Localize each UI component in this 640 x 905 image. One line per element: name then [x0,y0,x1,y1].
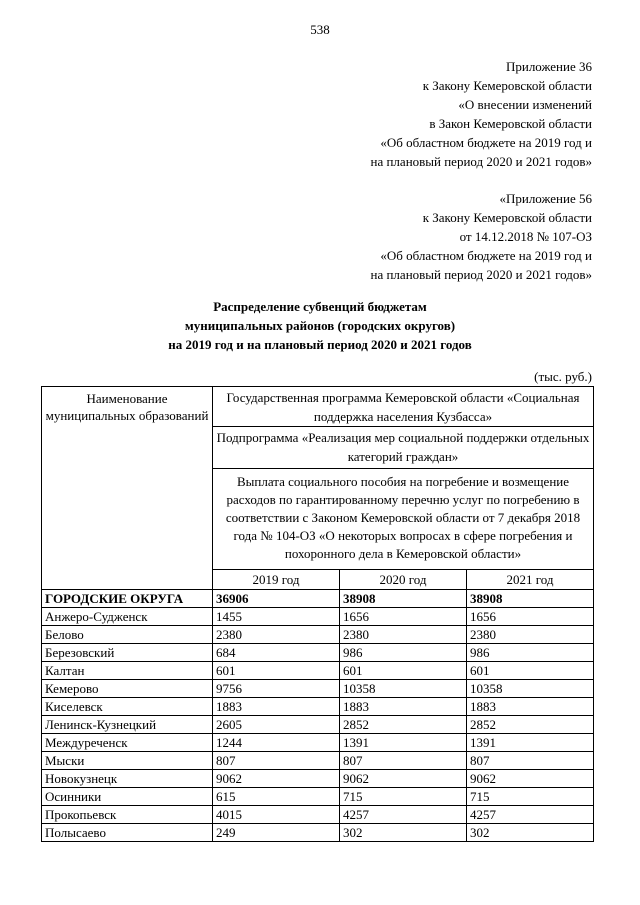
annex-original-line: «Об областном бюджете на 2019 год и [380,248,592,263]
value-2019: 9756 [213,680,340,698]
row-name: ГОРОДСКИЕ ОКРУГА [42,590,213,608]
value-2021: 302 [467,824,594,842]
value-2021: 807 [467,752,594,770]
title-line: на 2019 год и на плановый период 2020 и 2021 годов [168,337,472,352]
annex-current-line: к Закону Кемеровской области [422,78,592,93]
name-column-header: Наименование муниципальных образований [42,387,213,590]
row-name: Полысаево [42,824,213,842]
annex-current-line: «О внесении изменений [458,97,592,112]
value-2021: 715 [467,788,594,806]
value-2020: 601 [340,662,467,680]
value-2020: 1883 [340,698,467,716]
table-row [42,662,594,680]
value-2019: 2605 [213,716,340,734]
value-2020: 9062 [340,770,467,788]
value-2020: 2852 [340,716,467,734]
value-2020: 1656 [340,608,467,626]
value-2021: 986 [467,644,594,662]
row-name: Осинники [42,788,213,806]
table-row [42,752,594,770]
table-row [42,806,594,824]
value-2019: 36906 [213,590,340,608]
row-name: Белово [42,626,213,644]
annex-original-header [371,189,593,284]
value-2020: 715 [340,788,467,806]
value-2019: 601 [213,662,340,680]
value-2019: 684 [213,644,340,662]
annex-current-line: в Закон Кемеровской области [429,116,592,131]
document-title [0,297,640,354]
year-header: 2019 год [213,570,340,590]
title-line: Распределение субвенций бюджетам [213,299,427,314]
value-2019: 4015 [213,806,340,824]
row-name: Киселевск [42,698,213,716]
value-2020: 1391 [340,734,467,752]
value-2021: 1391 [467,734,594,752]
row-name: Новокузнецк [42,770,213,788]
value-2020: 302 [340,824,467,842]
annex-current-line: Приложение 36 [505,59,592,74]
value-2019: 249 [213,824,340,842]
year-header: 2020 год [340,570,467,590]
value-2020: 4257 [340,806,467,824]
value-2021: 1883 [467,698,594,716]
value-2021: 38908 [467,590,594,608]
subprogram-header: Подпрограмма «Реализация мер социальной поддержки отдельных категорий граждан» [213,427,594,469]
row-name: Кемерово [42,680,213,698]
annex-current-header [371,57,593,171]
value-2019: 1883 [213,698,340,716]
value-2020: 38908 [340,590,467,608]
title-line: муниципальных районов (городских округов) [184,318,456,333]
annex-original-line: к Закону Кемеровской области [422,210,592,225]
row-name: Калтан [42,662,213,680]
value-2019: 2380 [213,626,340,644]
row-name: Междуреченск [42,734,213,752]
value-2021: 9062 [467,770,594,788]
table-row [42,680,594,698]
payment-header: Выплата социального пособия на погребение и возмещение расходов по гарантированному перечню услуг по погребению в соответствии с Законом Кемеровской области от 7 декабря 2018 года № 104-ОЗ «О некоторых вопросах в сфере погребения и похоронного дела в Кемеровской области» [213,469,594,570]
annex-original-line: «Приложение 56 [499,191,592,206]
value-2019: 807 [213,752,340,770]
value-2019: 1455 [213,608,340,626]
table-row [42,644,594,662]
row-name: Анжеро-Судженск [42,608,213,626]
row-name: Мыски [42,752,213,770]
program-header: Государственная программа Кемеровской области «Социальная поддержка населения Кузбасса» [213,387,594,427]
value-2019: 9062 [213,770,340,788]
value-2020: 2380 [340,626,467,644]
value-2019: 1244 [213,734,340,752]
annex-original-line: на плановый период 2020 и 2021 годов» [370,267,592,282]
year-header: 2021 год [467,570,594,590]
value-2020: 807 [340,752,467,770]
row-name: Прокопьевск [42,806,213,824]
table-row [42,698,594,716]
subvention-table [41,386,594,842]
table-row [42,770,594,788]
table-row [42,788,594,806]
table-row-total [42,590,594,608]
table-row [42,734,594,752]
value-2021: 10358 [467,680,594,698]
table-row [42,824,594,842]
value-2021: 2852 [467,716,594,734]
value-2021: 2380 [467,626,594,644]
value-2021: 601 [467,662,594,680]
value-2020: 10358 [340,680,467,698]
value-2021: 4257 [467,806,594,824]
value-2020: 986 [340,644,467,662]
value-2021: 1656 [467,608,594,626]
row-name: Березовский [42,644,213,662]
value-2019: 615 [213,788,340,806]
annex-current-line: «Об областном бюджете на 2019 год и [380,135,592,150]
table-row [42,608,594,626]
row-name: Ленинск-Кузнецкий [42,716,213,734]
table-row [42,716,594,734]
annex-current-line: на плановый период 2020 и 2021 годов» [370,154,592,169]
units-label: (тыс. руб.) [534,369,592,384]
table-row [42,626,594,644]
page-number: 538 [310,22,330,37]
header-row-program [42,387,594,427]
annex-original-line: от 14.12.2018 № 107-ОЗ [459,229,592,244]
